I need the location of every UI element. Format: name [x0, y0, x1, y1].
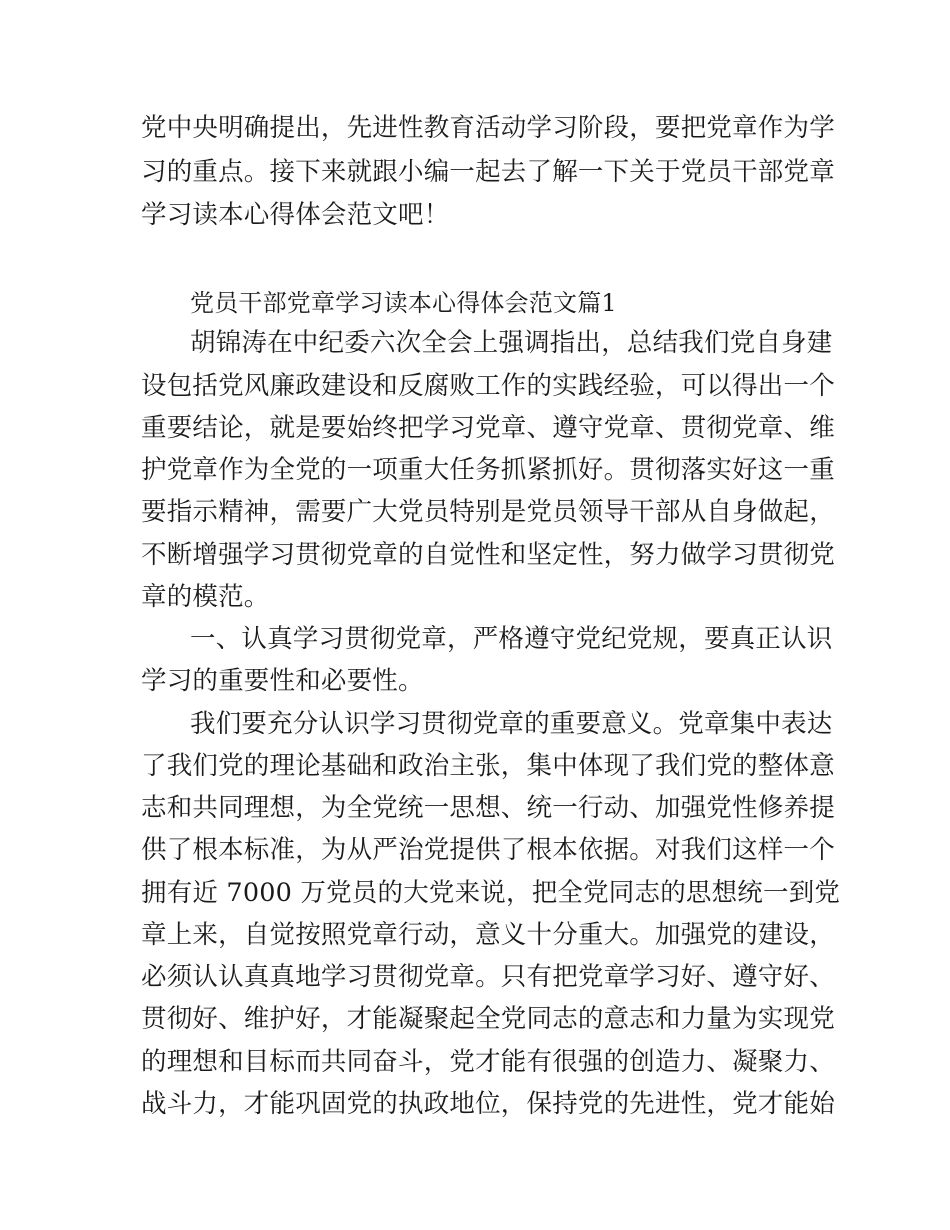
paragraph-line: 必须认认真真地学习贯彻党章。只有把党章学习好、遵守好、 — [141, 962, 835, 992]
paragraph-line: 重要结论，就是要始终把学习党章、遵守党章、贯彻党章、维 — [141, 413, 835, 443]
intro-line: 习的重点。接下来就跟小编一起去了解一下关于党员干部党章 — [141, 157, 835, 187]
paragraph-line: 了我们党的理论基础和政治主张，集中体现了我们党的整体意 — [141, 751, 835, 781]
paragraph-line: 设包括党风廉政建设和反腐败工作的实践经验，可以得出一个 — [141, 371, 835, 401]
paragraph-line: 章上来，自觉按照党章行动，意义十分重大。加强党的建设， — [141, 920, 835, 950]
paragraph-line: 战斗力，才能巩固党的执政地位，保持党的先进性，党才能始 — [141, 1089, 835, 1119]
paragraph-line: 我们要充分认识学习贯彻党章的重要意义。党章集中表达 — [190, 709, 833, 739]
paragraph-line: 胡锦涛在中纪委六次全会上强调指出，总结我们党自身建 — [190, 328, 833, 358]
paragraph-line: 不断增强学习贯彻党章的自觉性和坚定性，努力做学习贯彻党 — [141, 540, 835, 570]
paragraph-line: 的理想和目标而共同奋斗，党才能有很强的创造力、凝聚力、 — [141, 1047, 835, 1077]
intro-line: 党中央明确提出，先进性教育活动学习阶段，要把党章作为学 — [141, 113, 835, 143]
paragraph-line: 学习的重要性和必要性。 — [141, 666, 424, 696]
intro-line: 学习读本心得体会范文吧！ — [141, 200, 450, 230]
paragraph-line: 拥有近 7000 万党员的大党来说，把全党同志的思想统一到党 — [141, 878, 841, 908]
paragraph-line: 供了根本标准，为从严治党提供了根本依据。对我们这样一个 — [141, 835, 835, 865]
paragraph-line: 贯彻好、维护好，才能凝聚起全党同志的意志和力量为实现党 — [141, 1004, 835, 1034]
paragraph-line: 要指示精神，需要广大党员特别是党员领导干部从自身做起， — [141, 497, 835, 527]
paragraph-line: 护党章作为全党的一项重大任务抓紧抓好。贯彻落实好这一重 — [141, 455, 835, 485]
paragraph-line: 一、认真学习贯彻党章，严格遵守党纪党规，要真正认识 — [190, 624, 833, 654]
paragraph-line: 章的模范。 — [141, 582, 270, 612]
paragraph-line: 志和共同理想，为全党统一思想、统一行动、加强党性修养提 — [141, 793, 835, 823]
section-title: 党员干部党章学习读本心得体会范文篇1 — [190, 289, 617, 317]
